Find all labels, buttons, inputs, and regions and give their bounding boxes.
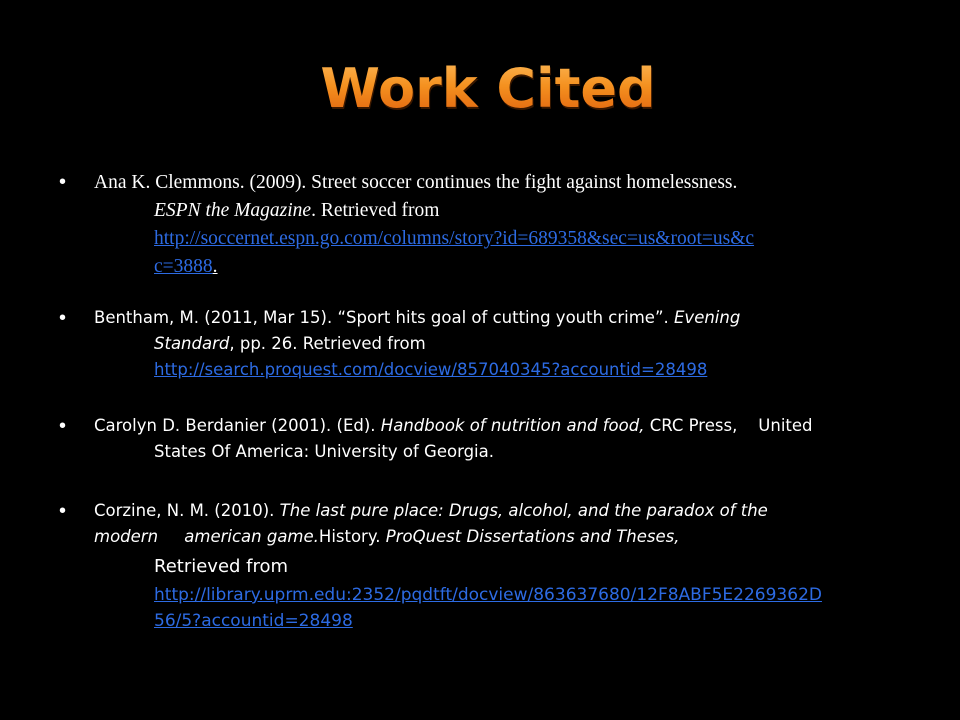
reference-line (94, 169, 904, 197)
reference-line (94, 413, 904, 439)
reference-line (94, 439, 904, 465)
bullet-icon: • (59, 171, 67, 193)
subject-text: History. (318, 527, 386, 546)
source-title: Evening (674, 308, 741, 327)
reference-line (94, 552, 904, 582)
reference-text (94, 498, 904, 634)
source-title-continued: Standard (154, 334, 230, 353)
retrieved-text: , pp. 26. Retrieved from (229, 334, 426, 353)
bullet-icon: • (59, 500, 67, 522)
reference-line (94, 608, 904, 634)
retrieved-text: . Retrieved from (311, 200, 440, 221)
url-continuation: 56/5?accountid=28498 (154, 611, 353, 631)
database-name: ProQuest Dissertations and Theses, (385, 527, 680, 546)
reference-line (94, 357, 904, 383)
reference-line (94, 582, 904, 608)
book-title: Handbook of nutrition and food, (380, 416, 645, 435)
author-year-text: Ana K. Clemmons. (2009). Street soccer continues the fight against homelessness. (94, 172, 738, 193)
reference-text (94, 305, 904, 383)
slide-title: Work Cited (0, 62, 960, 116)
journal-title: ESPN the Magazine (154, 200, 312, 221)
reference-url-link-continued[interactable] (94, 256, 213, 277)
reference-line (94, 225, 904, 253)
reference-url-link-continued[interactable] (94, 611, 353, 631)
reference-line (94, 524, 904, 550)
reference-line (94, 331, 904, 357)
bullet-icon: • (59, 415, 67, 437)
url-continuation: c=3888 (154, 256, 213, 277)
reference-url-link[interactable]: http://search.proquest.com/docview/857040345?accountid=28498 (154, 360, 708, 379)
citation-text: Bentham, M. (2011, Mar 15). “Sport hits goal of cutting youth crime”. (94, 308, 674, 327)
dissertation-title-continued: modern american game. (94, 527, 319, 546)
reference-text (94, 413, 904, 465)
reference-line (94, 253, 904, 281)
publisher-location: States Of America: University of Georgia. (154, 442, 494, 461)
reference-url-link[interactable]: http://library.uprm.edu:2352/pqdtft/docview/863637680/12F8ABF5E2269362D (154, 585, 822, 605)
reference-line (94, 305, 904, 331)
trailing-period: . (212, 256, 218, 277)
reference-line (94, 498, 904, 524)
reference-line (94, 197, 904, 225)
dissertation-title: The last pure place: Drugs, alcohol, and the paradox of the (279, 501, 768, 520)
retrieved-text: Retrieved from (154, 556, 289, 577)
publisher-text: CRC Press, United (644, 416, 813, 435)
reference-url-link[interactable]: http://soccernet.espn.go.com/columns/story?id=689358&sec=us&root=us&c (154, 228, 755, 249)
bullet-icon: • (59, 307, 67, 329)
citation-text: Carolyn D. Berdanier (2001). (Ed). (94, 416, 381, 435)
citation-text: Corzine, N. M. (2010). (94, 501, 280, 520)
reference-text (94, 169, 904, 281)
